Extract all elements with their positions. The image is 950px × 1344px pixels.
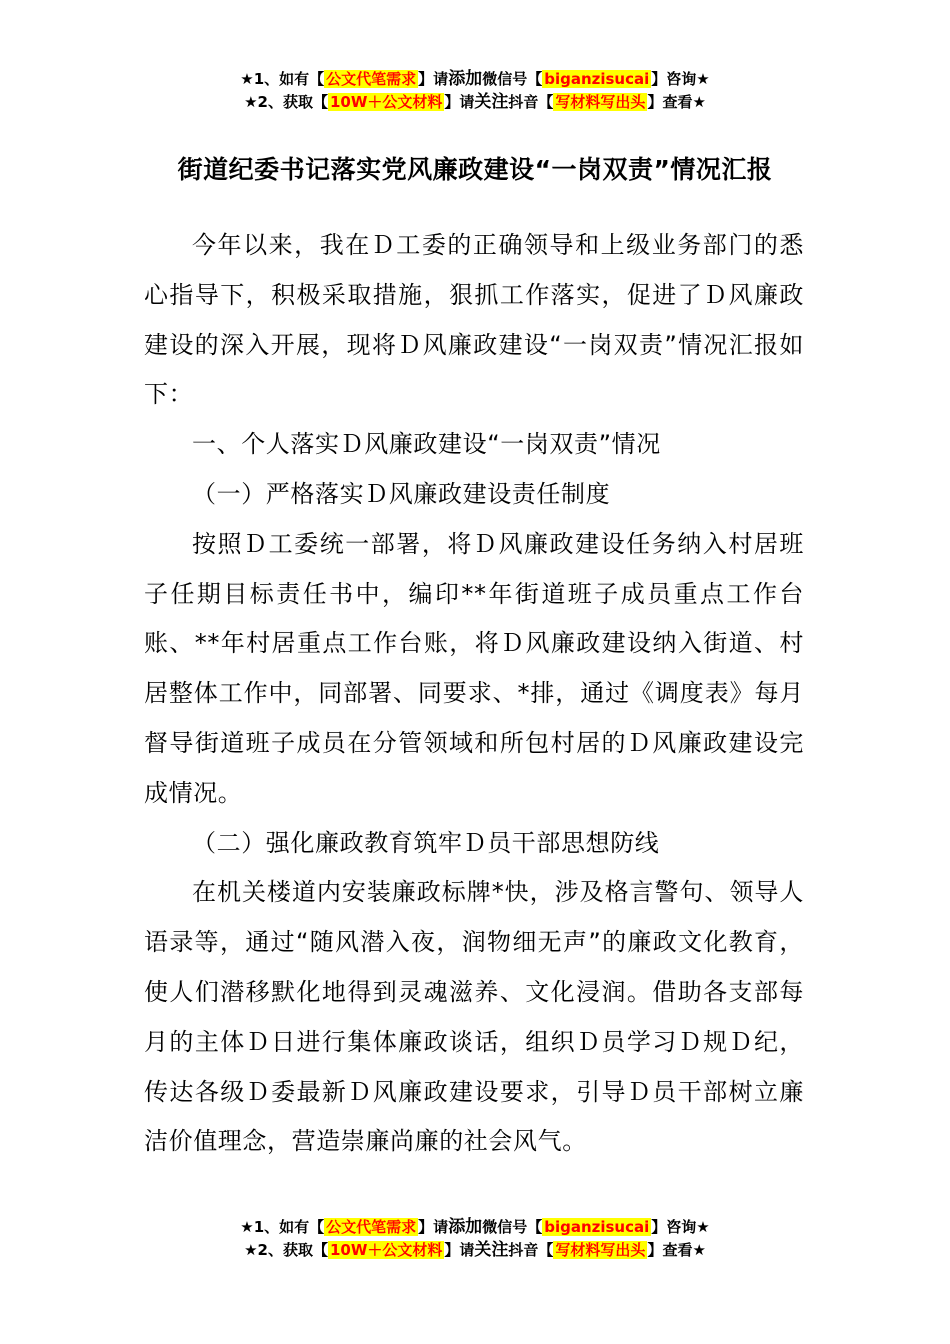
wechat-id-highlight: biganzisucai	[544, 70, 650, 88]
promo-line-1	[0, 68, 950, 91]
star-icon: ★	[696, 1218, 710, 1236]
promo-text: 2、获取【	[257, 1241, 328, 1259]
wechat-id-highlight: biganzisucai	[544, 1218, 650, 1236]
promo-highlight: 公文代笔需求	[326, 1218, 417, 1236]
subsection-heading-2: （二）强化廉政教育筑牢Ｄ员干部思想防线	[192, 828, 660, 857]
promo-text: 微信号【	[482, 1218, 543, 1236]
footer-promo-banner	[0, 1216, 950, 1262]
star-icon: ★	[692, 93, 706, 111]
promo-text: 】请	[418, 1218, 449, 1236]
promo-text: 抖音【	[508, 93, 554, 111]
header-promo-banner	[0, 68, 950, 114]
document-title: 街道纪委书记落实党风廉政建设“一岗双责”情况汇报	[177, 155, 773, 184]
promo-text: 2、获取【	[257, 93, 328, 111]
promo-line-2	[0, 91, 950, 114]
star-icon: ★	[692, 1241, 706, 1259]
paragraph-body-1: 按照Ｄ工委统一部署，将Ｄ风廉政建设任务纳入村居班子任期目标责任书中，编印**年街道班子成员重点工作台账、**年村居重点工作台账，将Ｄ风廉政建设纳入街道、村居整体工作中，同部署、同要求、*排，通过《调度表》每月督导街道班子成员在分管领域和所包村居的Ｄ风廉政建设完成情况。	[144, 529, 804, 807]
promo-text: 】请	[444, 1241, 475, 1259]
promo-text: 1、如有【	[253, 70, 325, 88]
promo-text: 微信号【	[482, 70, 543, 88]
promo-text: 1、如有【	[253, 1218, 325, 1236]
promo-text: 】查看	[647, 1241, 693, 1259]
promo-text: 抖音【	[508, 1241, 554, 1259]
promo-line-1	[0, 1216, 950, 1239]
promo-emphasis: 关注	[474, 92, 509, 112]
douyin-id-highlight: 写材料写出头	[555, 93, 646, 111]
star-icon: ★	[696, 70, 710, 88]
promo-text: 】请	[418, 70, 449, 88]
section-heading-1: 一、个人落实Ｄ风廉政建设“一岗双责”情况	[192, 430, 661, 459]
promo-text: 】咨询	[651, 1218, 697, 1236]
document-body	[144, 221, 804, 1167]
promo-emphasis: 关注	[474, 1240, 509, 1260]
star-icon: ★	[244, 1241, 258, 1259]
promo-text: 】请	[444, 93, 475, 111]
paragraph-body-2: 在机关楼道内安装廉政标牌*快，涉及格言警句、领导人语录等，通过“随风潜入夜，润物细无声”的廉政文化教育，使人们潜移默化地得到灵魂滋养、文化浸润。借助各支部每月的主体Ｄ日进行集体廉政谈话，组织Ｄ员学习Ｄ规Ｄ纪，传达各级Ｄ委最新Ｄ风廉政建设要求，引导Ｄ员干部树立廉洁价值理念，营造崇廉尚廉的社会风气。	[144, 878, 804, 1156]
promo-highlight: 公文代笔需求	[326, 70, 417, 88]
promo-highlight: 10W＋公文材料	[329, 93, 443, 111]
star-icon: ★	[240, 70, 254, 88]
promo-highlight: 10W＋公文材料	[329, 1241, 443, 1259]
promo-emphasis: 添加	[448, 69, 483, 89]
promo-text: 】查看	[647, 93, 693, 111]
douyin-id-highlight: 写材料写出头	[555, 1241, 646, 1259]
star-icon: ★	[244, 93, 258, 111]
promo-text: 】咨询	[651, 70, 697, 88]
promo-line-2	[0, 1239, 950, 1262]
paragraph-intro: 今年以来，我在Ｄ工委的正确领导和上级业务部门的悉心指导下，积极采取措施，狠抓工作落实，促进了Ｄ风廉政建设的深入开展，现将Ｄ风廉政建设“一岗双责”情况汇报如下：	[144, 231, 804, 409]
promo-emphasis: 添加	[448, 1217, 483, 1237]
star-icon: ★	[240, 1218, 254, 1236]
subsection-heading-1: （一）严格落实Ｄ风廉政建设责任制度	[192, 479, 611, 508]
